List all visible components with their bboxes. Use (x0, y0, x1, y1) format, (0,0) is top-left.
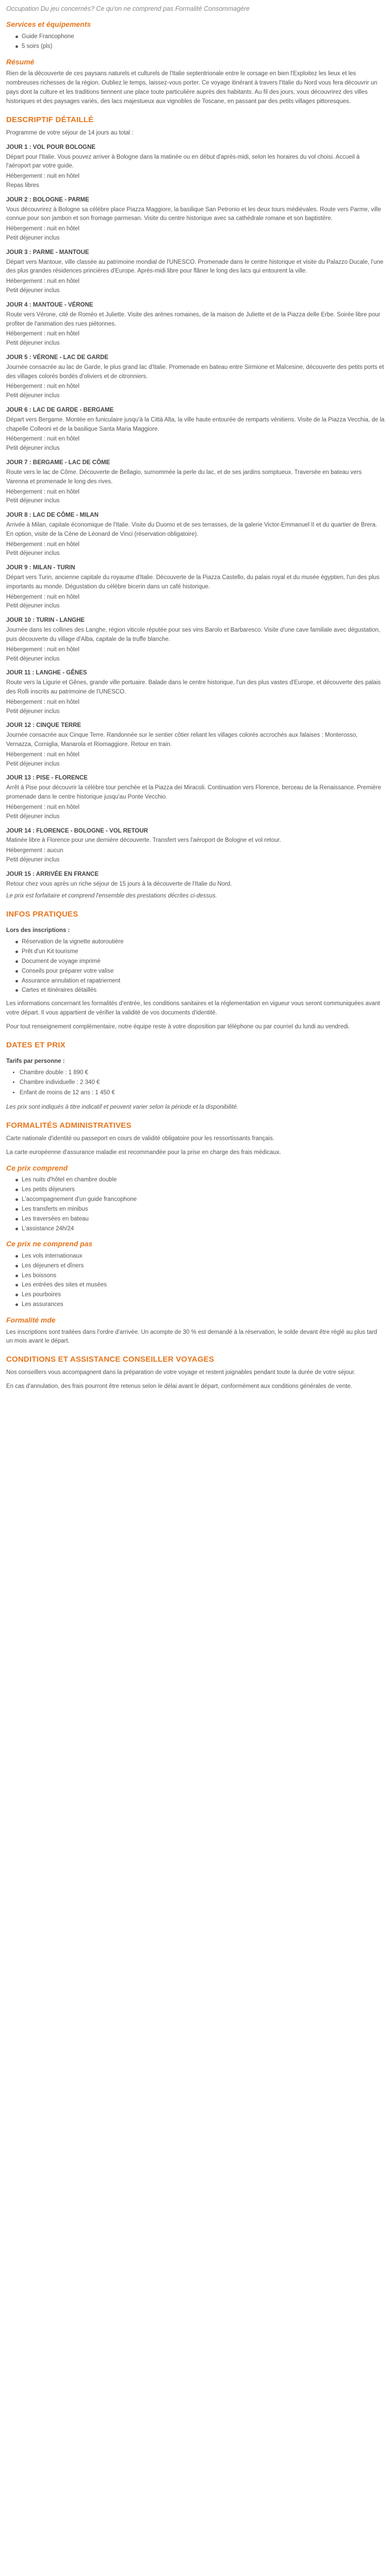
list-item: Les petits déjeuners (15, 1185, 385, 1195)
day-accommodation: Hébergement : nuit en hôtel (6, 173, 79, 180)
section-title-conditions: CONDITIONS ET ASSISTANCE CONSEILLER VOYAGES (6, 1355, 215, 1364)
list-item: Les assurances (15, 1300, 385, 1310)
infos-text-2: Pour tout renseignement complémentaire, notre équipe reste à votre disposition par téléphone ou par courriel du lundi au vendredi. (6, 1023, 350, 1030)
day-block (6, 196, 385, 243)
dates-subtitle: Tarifs par personne : (6, 1058, 65, 1064)
list-item: Conseils pour préparer votre valise (15, 967, 385, 976)
day-text: Arrivée à Milan, capitale économique de l'Italie. Visite du Duomo et de ses terrasses, de la galerie Victor-Emmanuel II et du quartier de Brera. En option, visite de la Cène de Léonard de Vinci (réservation obligatoire). (6, 521, 377, 537)
day-text: Matinée libre à Florence pour une dernière découverte. Transfert vers l'aéroport de Bologne et vol retour. (6, 837, 281, 844)
day-meals: Petit déjeuner inclus (6, 235, 60, 241)
day-title: JOUR 10 : TURIN - LANGHE (6, 617, 85, 624)
day-accommodation: Hébergement : nuit en hôtel (6, 331, 79, 337)
list-item: Réservation de la vignette autoroutière (15, 938, 385, 947)
day-accommodation: Hébergement : nuit en hôtel (6, 278, 79, 285)
day-title: JOUR 9 : MILAN - TURIN (6, 565, 75, 571)
day-title: JOUR 12 : CINQUE TERRE (6, 722, 82, 729)
day-block (6, 248, 385, 296)
section-title-services: Services et équipements (6, 20, 91, 29)
section-title-formalites: FORMALITÉS ADMINISTRATIVES (6, 1121, 132, 1130)
price-item: • Chambre double : 1 890 € (20, 1069, 385, 1078)
day-list (6, 143, 385, 889)
day-meals: Petit déjeuner inclus (6, 445, 60, 452)
day-title: JOUR 13 : PISE - FLORENCE (6, 775, 88, 782)
section-title-descriptif: DESCRIPTIF DÉTAILLÉ (6, 115, 94, 124)
day-block (6, 721, 385, 769)
day-title: JOUR 1 : VOL POUR BOLOGNE (6, 144, 95, 150)
dates-note: Les prix sont indiqués à titre indicatif et peuvent varier selon la période et la disponibilité. (6, 1104, 239, 1111)
list-item: Prêt d'un Kit tourisme (15, 947, 385, 957)
day-text: Route vers Vérone, cité de Roméo et Juliette. Visite des arènes romaines, de la maison de Juliette et de la Piazza delle Erbe. Soirée libre pour profiter de l'animation des rues piétonnes. (6, 311, 381, 327)
day-accommodation: Hébergement : nuit en hôtel (6, 751, 79, 758)
conditions-text-2: En cas d'annulation, des frais pourront être retenus selon le délai avant le départ, conformément aux conditions générales de vente. (6, 1383, 352, 1390)
day-title: JOUR 6 : LAC DE GARDE - BERGAME (6, 407, 114, 413)
day-meals: Petit déjeuner inclus (6, 393, 60, 399)
price-list (6, 1069, 385, 1098)
noprix-list (6, 1252, 385, 1310)
day-accommodation: Hébergement : nuit en hôtel (6, 541, 79, 548)
list-item: 5 soirs (pls) (15, 42, 385, 52)
day-accommodation: Hébergement : nuit en hôtel (6, 488, 79, 495)
list-item: L'assistance 24h/24 (15, 1225, 385, 1234)
day-title: JOUR 2 : BOLOGNE - PARME (6, 196, 89, 203)
day-accommodation: Hébergement : nuit en hôtel (6, 383, 79, 390)
section-title-resume: Résumé (6, 57, 35, 66)
day-meals: Petit déjeuner inclus (6, 856, 60, 863)
infos-subtitle: Lors des inscriptions : (6, 927, 70, 934)
section-title-prix: Ce prix comprend (6, 1163, 68, 1172)
section-title-noprix: Ce prix ne comprend pas (6, 1240, 93, 1248)
list-item: L'accompagnement d'un guide francophone (15, 1195, 385, 1205)
day-text: Départ vers Turin, ancienne capitale du royaume d'Italie. Découverte de la Piazza Castello, du palais royal et du musée égyptien, l'un des plus importants au monde. Dégustation du célèbre bicerin dans un café historique. (6, 574, 380, 590)
day-block (6, 353, 385, 401)
day-meals: Repas libres (6, 182, 39, 189)
section-title-formalite: Formalité mde (6, 1315, 56, 1324)
day-text: Route vers le lac de Côme. Découverte de Bellagio, surnommée la perle du lac, et de ses jardins somptueux. Traversée en bateau vers Varenna et promenade le long des rives. (6, 469, 362, 485)
day-meals: Petit déjeuner inclus (6, 287, 60, 294)
day-accommodation: Hébergement : aucun (6, 848, 63, 854)
day-accommodation: Hébergement : nuit en hôtel (6, 226, 79, 232)
day-title: JOUR 4 : MANTOUE - VÉRONE (6, 301, 93, 308)
day-accommodation: Hébergement : nuit en hôtel (6, 594, 79, 600)
formalites-text-2: La carte européenne d'assurance maladie est recommandée pour la prise en charge des frais médicaux. (6, 1149, 281, 1156)
list-item: Les pourboires (15, 1291, 385, 1300)
list-item: Cartes et itinéraires détaillés (15, 986, 385, 995)
descriptif-footnote: Le prix est forfaitaire et comprend l'ensemble des prestations décrites ci-dessus. (6, 893, 217, 900)
day-text: Retour chez vous après un riche séjour de 15 jours à la découverte de l'Italie du Nord. (6, 880, 232, 887)
formalites-text-1: Carte nationale d'identité ou passeport en cours de validité obligatoire pour les ressortissants français. (6, 1136, 274, 1142)
day-block (6, 459, 385, 506)
day-meals: Petit déjeuner inclus (6, 498, 60, 504)
day-text: Arrêt à Pise pour découvrir la célèbre tour penchée et la Piazza dei Miracoli. Continuation vers Florence, berceau de la Renaissance. Première promenade dans le centre historique jusqu'au Ponte Vecchio. (6, 785, 381, 801)
day-meals: Petit déjeuner inclus (6, 603, 60, 609)
day-block (6, 301, 385, 348)
day-accommodation: Hébergement : nuit en hôtel (6, 436, 79, 443)
section-title-dates: DATES ET PRIX (6, 1040, 66, 1049)
day-block (6, 669, 385, 716)
day-block (6, 511, 385, 558)
list-item: Les vols internationaux (15, 1252, 385, 1261)
day-title: JOUR 5 : VÉRONE - LAC DE GARDE (6, 354, 109, 361)
breadcrumb: Occupation Du jeu concernés? Ce qu'on ne comprend pas Formalité Consommagère (6, 5, 250, 12)
day-title: JOUR 7 : BERGAME - LAC DE CÔME (6, 460, 110, 466)
list-item: Les transferts en minibus (15, 1205, 385, 1214)
day-meals: Petit déjeuner inclus (6, 708, 60, 715)
infos-text-1: Les informations concernant les formalités d'entrée, les conditions sanitaires et la réglementation en vigueur vous seront communiquées avant votre départ. Il vous appartient de vérifier la validité de vos documents d'identité. (6, 1001, 380, 1016)
list-item: Guide Francophone (15, 32, 385, 42)
day-block (6, 143, 385, 191)
resume-text: Rien de la découverte de ces paysans naturels et culturels de l'Italie septentrionale entre le corsage en bien l'Exploitez les lieux et les nombreuses richesses de la région. Oubliez le temps, laissez-vous porter. Ce voyage itinérant à travers l'Italie du Nord vous fera découvrir un pays dont la culture et les traditions tiennent une place toute particulière auprès des habitants. Au fil des jours, vous découvrirez des villes historiques et des paysages variés, des lacs majestueux aux vignobles de Toscane, en passant par des petits villages pittoresques. (6, 71, 378, 105)
price-item: • Chambre individuelle : 2 340 € (20, 1078, 385, 1088)
price-item: • Enfant de moins de 12 ans : 1 450 € (20, 1089, 385, 1098)
day-meals: Petit déjeuner inclus (6, 813, 60, 820)
services-list (6, 32, 385, 52)
day-text: Départ vers Bergame. Montée en funiculaire jusqu'à la Città Alta, la ville haute entourée de remparts vénitiens. Visite de la Piazza Vecchia, de la chapelle Colleoni et de la basilique Santa Maria Maggiore. (6, 416, 385, 432)
day-text: Départ pour l'Italie. Vous pouvez arriver à Bologne dans la matinée ou en début d'après-midi, selon les horaires du vol choisi. Accueil à l'aéroport par votre guide. (6, 154, 360, 170)
list-item: Les entrées des sites et musées (15, 1281, 385, 1290)
list-item: Assurance annulation et rapatriement (15, 977, 385, 986)
conditions-text-1: Nos conseillers vous accompagnent dans la préparation de votre voyage et restent joignables pendant toute la durée de votre séjour. (6, 1369, 356, 1376)
section-title-infos: INFOS PRATIQUES (6, 910, 78, 919)
list-item: Document de voyage imprimé (15, 957, 385, 967)
day-text: Journée consacrée aux Cinque Terre. Randonnée sur le sentier côtier reliant les villages colorés accrochés aux falaises : Monterosso, Vernazza, Corniglia, Manarola et Riomaggiore. Retour en train. (6, 732, 358, 748)
day-title: JOUR 11 : LANGHE - GÊNES (6, 670, 87, 676)
day-meals: Petit déjeuner inclus (6, 340, 60, 347)
day-title: JOUR 8 : LAC DE CÔME - MILAN (6, 512, 99, 519)
prix-list (6, 1176, 385, 1233)
day-accommodation: Hébergement : nuit en hôtel (6, 804, 79, 810)
day-text: Journée dans les collines des Langhe, région viticole réputée pour ses vins Barolo et Barbaresco. Visite d'une cave familiale avec dégustation, puis découverte du village d'Alba, capitale de la truffe blanche. (6, 627, 380, 642)
day-text: Journée consacrée au lac de Garde, le plus grand lac d'Italie. Promenade en bateau entre Sirmione et Malcesine, découverte des petits ports et des villages colorés bordés d'oliviers et de citronniers. (6, 364, 384, 380)
list-item: Les traversées en bateau (15, 1215, 385, 1224)
day-title: JOUR 3 : PARME - MANTOUE (6, 249, 89, 256)
day-text: Vous découvrirez à Bologne sa célèbre place Piazza Maggiore, la basilique San Petronio et les deux tours médiévales. Route vers Parme, ville connue pour son jambon et son fromage parmesan. Visite du centre historique avec sa cathédrale romane et son baptistère. (6, 206, 381, 222)
list-item: Les nuits d'hôtel en chambre double (15, 1176, 385, 1185)
day-title: JOUR 14 : FLORENCE - BOLOGNE - VOL RETOUR (6, 827, 148, 834)
day-meals: Petit déjeuner inclus (6, 655, 60, 662)
day-block (6, 827, 385, 865)
day-meals: Petit déjeuner inclus (6, 550, 60, 557)
day-meals: Petit déjeuner inclus (6, 760, 60, 767)
list-item: Les déjeuners et dîners (15, 1262, 385, 1271)
day-title: JOUR 15 : ARRIVÉE EN FRANCE (6, 871, 99, 877)
descriptif-intro: Programme de votre séjour de 14 jours au total : (6, 129, 134, 136)
list-item: Les boissons (15, 1272, 385, 1281)
day-block (6, 564, 385, 611)
day-block (6, 774, 385, 821)
day-text: Route vers la Ligurie et Gênes, grande ville portuaire. Balade dans le centre historique, l'un des plus vastes d'Europe, et découverte des palais des Rolli inscrits au patrimoine de l'UNESCO. (6, 680, 381, 695)
day-block (6, 616, 385, 664)
infos-list (6, 938, 385, 995)
formalite-text: Les inscriptions sont traitées dans l'ordre d'arrivée. Un acompte de 30 % est demandé à la réservation, le solde devant être réglé au plus tard un mois avant le départ. (6, 1329, 378, 1345)
day-block (6, 406, 385, 453)
day-accommodation: Hébergement : nuit en hôtel (6, 699, 79, 705)
day-text: Départ vers Mantoue, ville classée au patrimoine mondial de l'UNESCO. Promenade dans le centre historique et visite du Palazzo Ducale, l'une des plus grandes résidences princières d'Europe. Après-midi libre pour flâner le long des lacs qui entourent la ville. (6, 259, 384, 275)
day-block (6, 870, 385, 889)
day-accommodation: Hébergement : nuit en hôtel (6, 646, 79, 653)
